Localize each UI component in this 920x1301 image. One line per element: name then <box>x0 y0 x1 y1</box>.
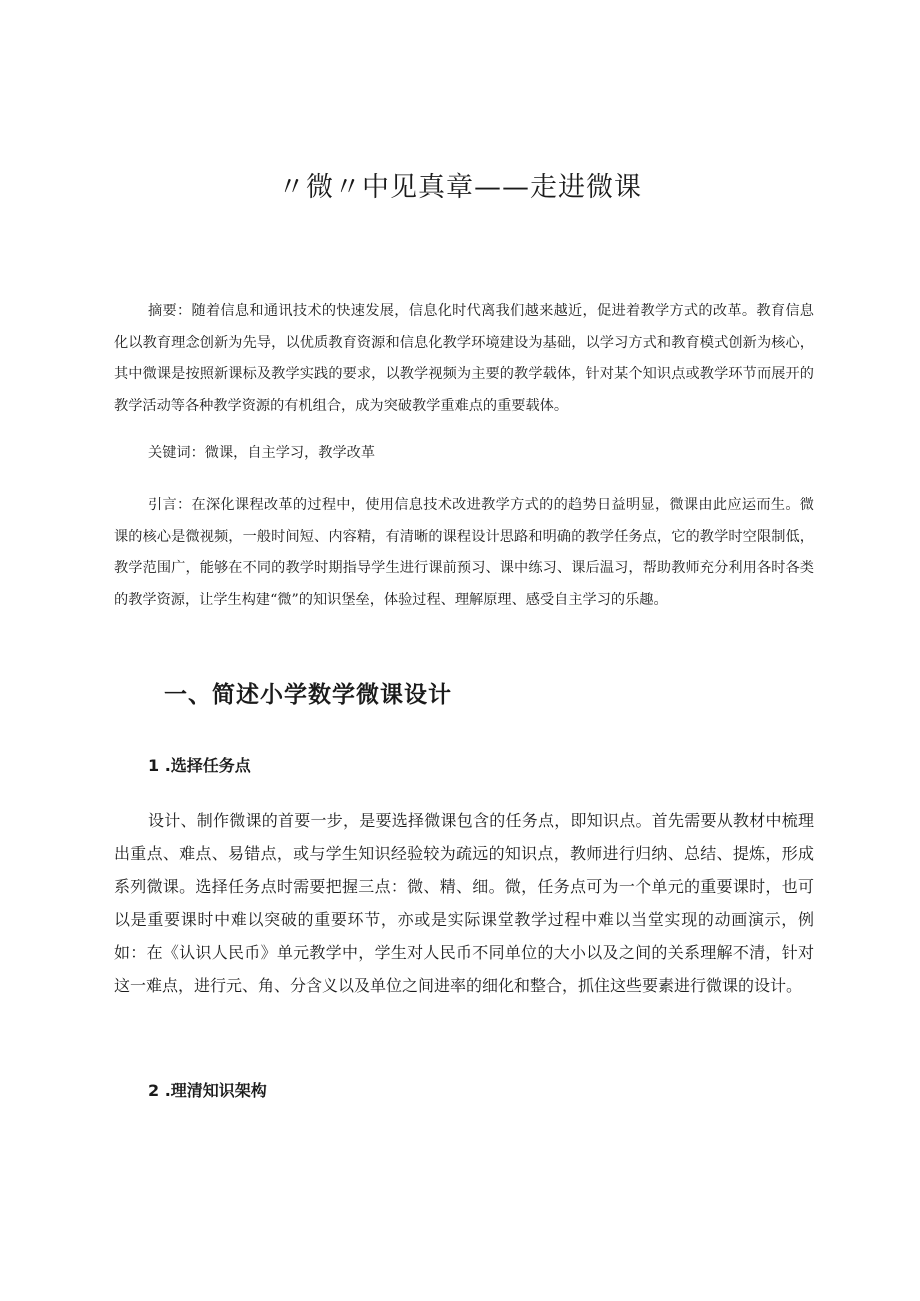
subsection-heading-2: 2 .理清知识架构 <box>148 1081 267 1100</box>
section-heading: 一、简述小学数学微课设计 <box>164 682 452 708</box>
keywords-paragraph: 关键词：微课，自主学习，教学改革 <box>148 445 376 461</box>
intro-paragraph: 引言：在深化课程改革的过程中，使用信息技术改进教学方式的的趋势日益明显，微课由此应运而生。微课的核心是微视频，一般时间短、内容精，有清晰的课程设计思路和明确的教学任务点，它的教学时空限制低，教学范围广，能够在不同的教学时期指导学生进行课前预习、课中练习、课后温习，帮助教师充分利用各时各类的教学资源，让学生构建“微”的知识堡垒，体验过程、理解原理、感受自主学习的乐趣。 <box>114 497 814 608</box>
subsection-1-body: 设计、制作微课的首要一步，是要选择微课包含的任务点，即知识点。首先需要从教材中梳理出重点、难点、易错点，或与学生知识经验较为疏远的知识点，教师进行归纳、总结、提炼，形成系列微课。选择任务点时需要把握三点：微、精、细。微，任务点可为一个单元的重要课时，也可以是重要课时中难以突破的重要环节，亦或是实际课堂教学过程中难以当堂实现的动画演示，例如：在《认识人民币》单元教学中，学生对人民币不同单位的大小以及之间的关系理解不清，针对这一难点，进行元、角、分含义以及单位之间进率的细化和整合，抓住这些要素进行微课的设计。 <box>114 811 814 995</box>
abstract-paragraph: 摘要：随着信息和通讯技术的快速发展，信息化时代离我们越来越近，促进着教学方式的改革。教育信息化以教育理念创新为先导，以优质教育资源和信息化教学环境建设为基础，以学习方式和教育模式创新为核心，其中微课是按照新课标及教学实践的要求，以教学视频为主要的教学载体，针对某个知识点或教学环节而展开的教学活动等各种教学资源的有机组合，成为突破教学重难点的重要载体。 <box>114 303 814 414</box>
subsection-heading-1: 1 .选择任务点 <box>148 756 251 775</box>
document-title: 〃微〃中见真章——走进微课 <box>278 172 642 203</box>
